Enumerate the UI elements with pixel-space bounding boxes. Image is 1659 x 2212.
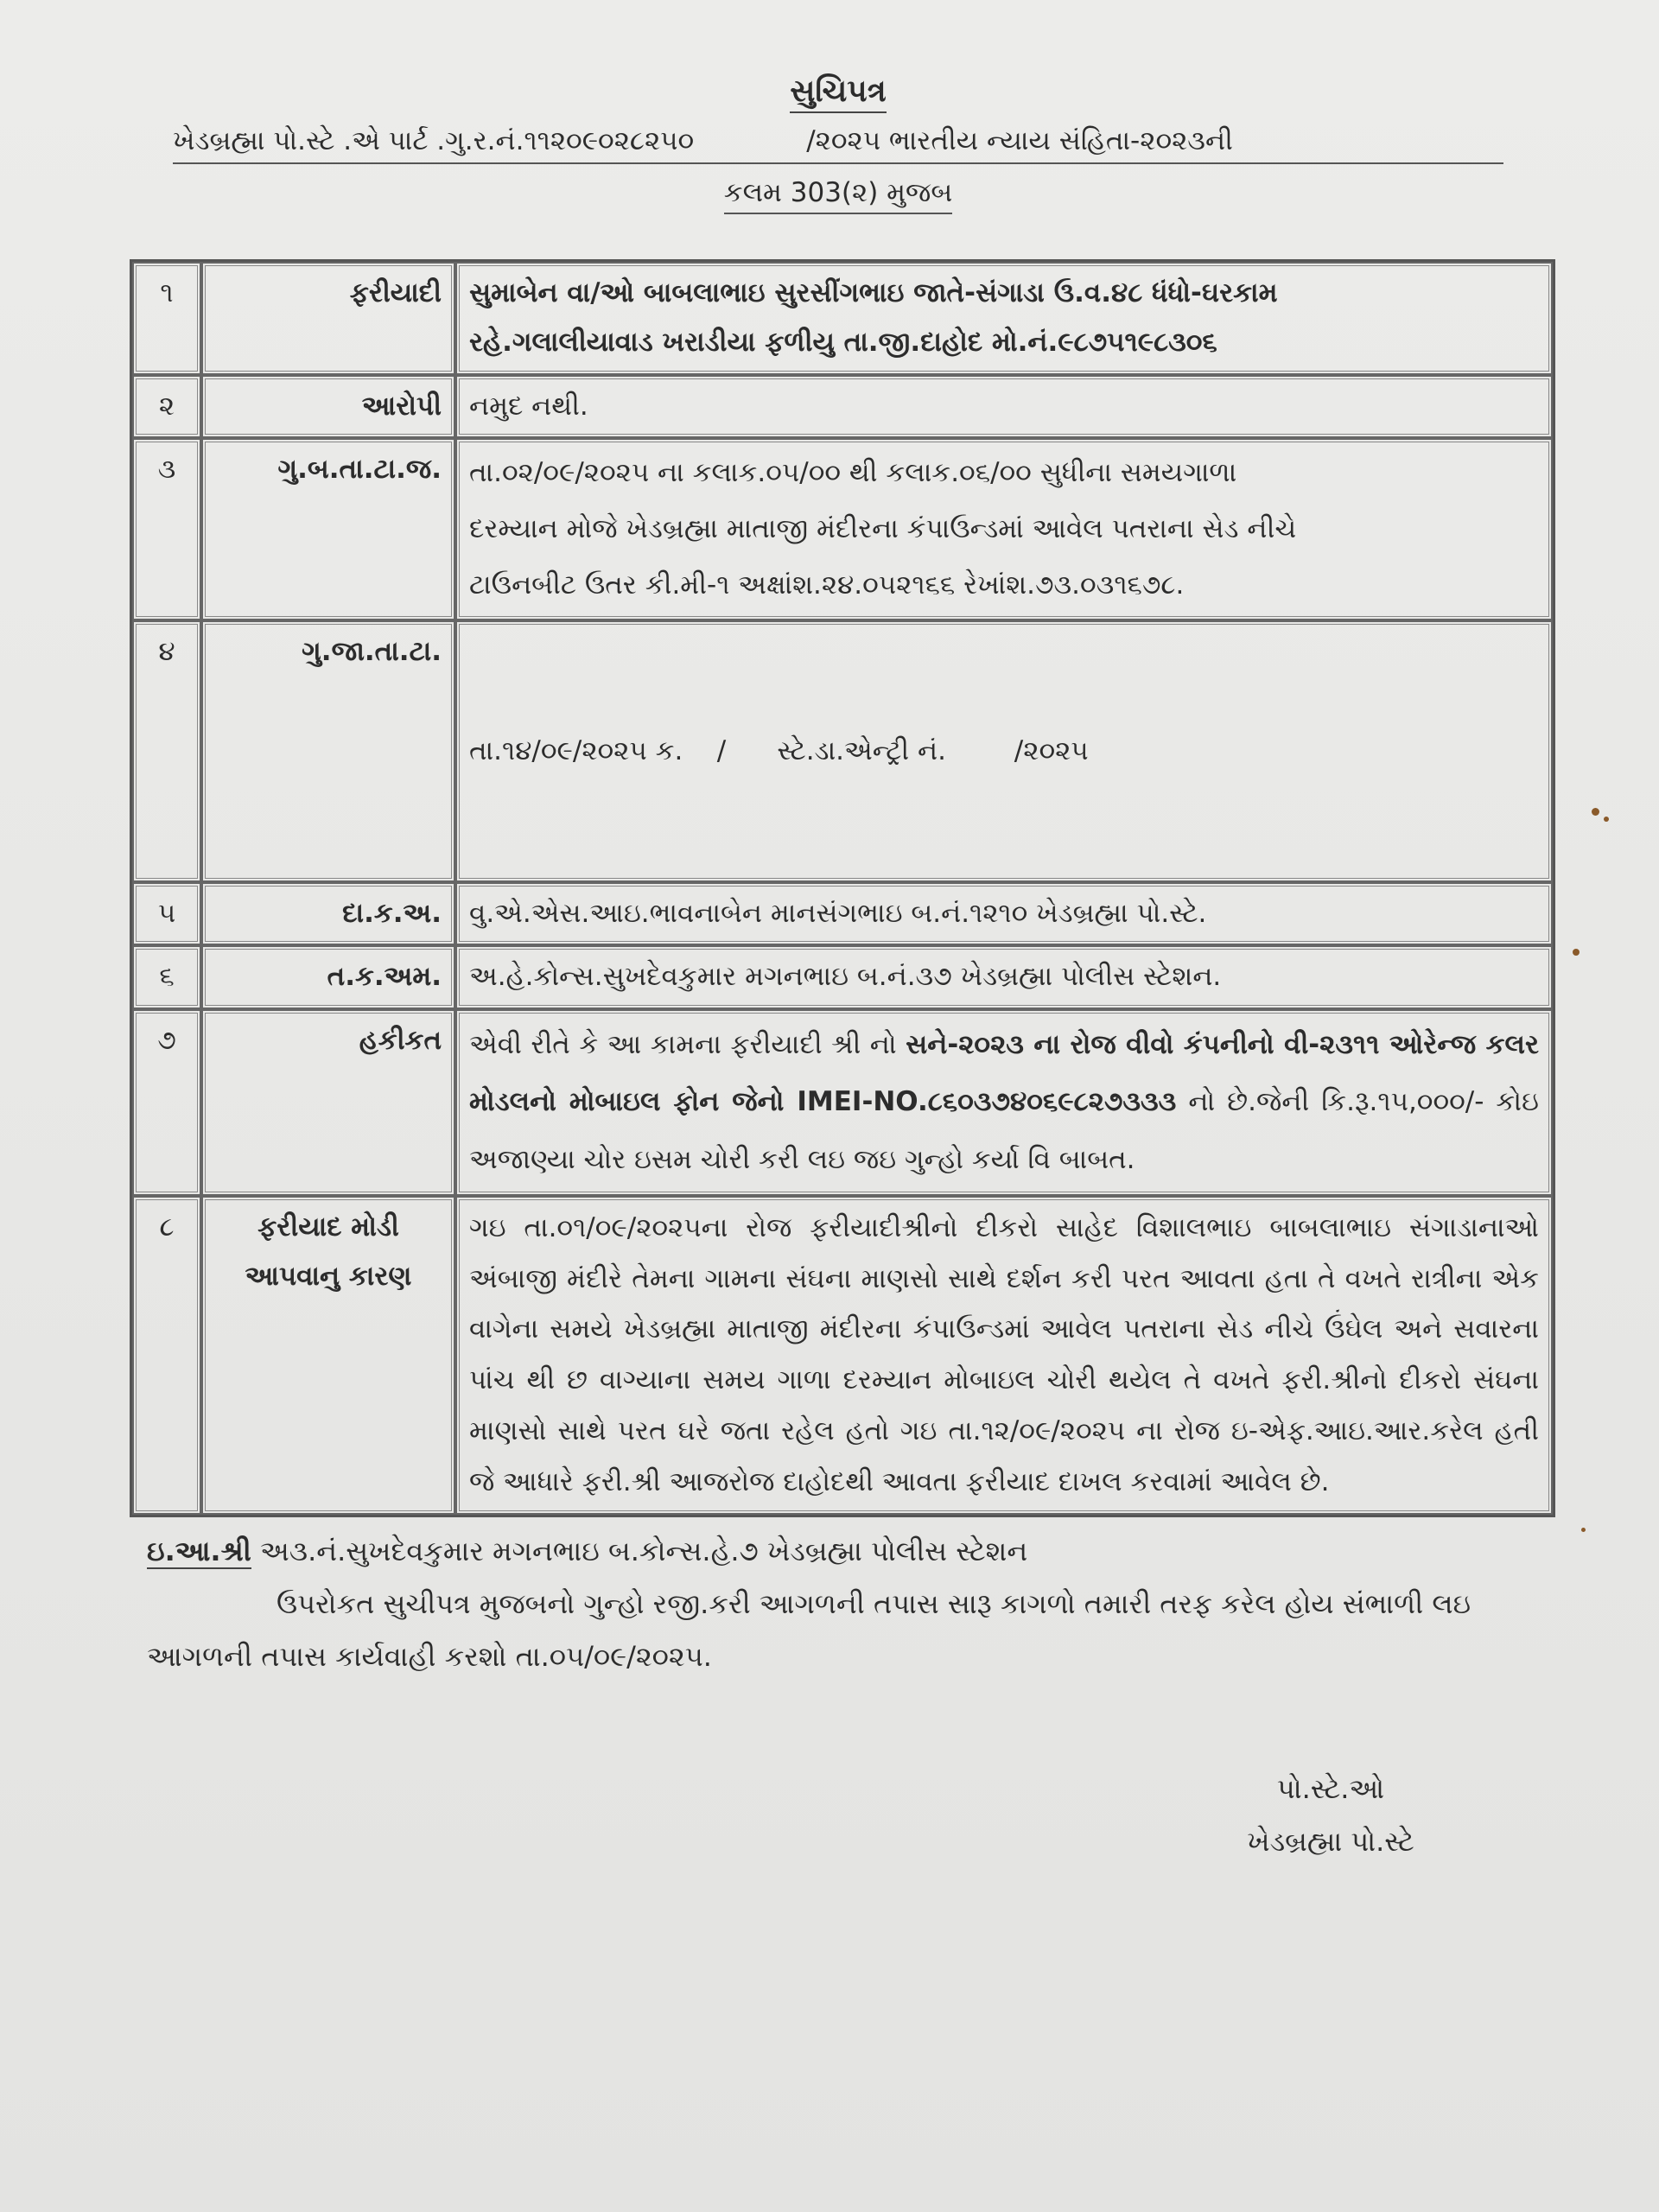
ink-speck <box>1592 808 1599 816</box>
row-value: એવી રીતે કે આ કામના ફરીયાદી શ્રી નો સને-૨૦૨૩ ના રોજ વીવો કંપનીનો વી-૨૩૧૧ ઓરેન્જ કલર મોડલનો મોબાઇલ ફોન જેનો IMEI-NO.૮૬૦૩૭૪૦૬૯૮૨૭૩૩૩ નો છે.જેની કિ.રૂ.૧૫,૦૦૦/- કોઇ અજાણ્યા ચોર ઇસમ ચોરી કરી લઇ જઇ ગુન્હો કર્યા વિ બાબત. <box>455 1009 1553 1196</box>
table-row-accused <box>132 375 1553 438</box>
row-number: ૮ <box>132 1196 201 1515</box>
ink-speck <box>1581 1528 1586 1532</box>
row-number: ૭ <box>132 1009 201 1196</box>
ink-speck <box>1604 817 1609 822</box>
table-row-report-time <box>132 620 1553 882</box>
row-label: ફરીયાદી <box>201 262 455 375</box>
row-number: ૩ <box>132 438 201 620</box>
row-number: ૬ <box>132 945 201 1008</box>
row-label: ફરીયાદ મોડી આપવાનુ કારણ <box>201 1196 455 1515</box>
row-number: ૧ <box>132 262 201 375</box>
assignment-officer: અ૩.નં.સુખદેવકુમાર મગનભાઇ બ.કોન્સ.હે.૭ ખેડબ્રહ્મા પોલીસ સ્ટેશન <box>251 1535 1028 1567</box>
row-label: ગુ.જા.તા.ટા. <box>201 620 455 882</box>
row-value: વુ.એ.એસ.આઇ.ભાવનાબેન માનસંગભાઇ બ.નં.૧૨૧૦ ખેડબ્રહ્મા પો.સ્ટે. <box>455 882 1553 945</box>
table-row-complainant <box>132 262 1553 375</box>
row-value: અ.હે.કોન્સ.સુખદેવકુમાર મગનભાઇ બ.નં.૩૭ ખેડબ્રહ્મા પોલીસ સ્ટેશન. <box>455 945 1553 1008</box>
row-label: ત.ક.અમ. <box>201 945 455 1008</box>
row-value: તા.૧૪/૦૯/૨૦૨૫ ક. / સ્ટે.ડા.એન્ટ્રી નં. /૨૦૨૫ <box>455 620 1553 882</box>
row-label: આરોપી <box>201 375 455 438</box>
case-number-line <box>173 125 1503 164</box>
signature-line-2: ખેડબ્રહ્મા પો.સ્ટે <box>1247 1824 1414 1858</box>
signature-block <box>1192 1763 1469 1868</box>
ink-speck <box>1573 949 1580 956</box>
table-row-registering-officer <box>132 882 1553 945</box>
row-label: ગુ.બ.તા.ટા.જ. <box>201 438 455 620</box>
table-row-investigating-officer <box>132 945 1553 1008</box>
signature-line-1: પો.સ્ટે.ઓ <box>1276 1772 1385 1805</box>
row-value: નમુદ નથી. <box>455 375 1553 438</box>
row-value: તા.૦૨/૦૯/૨૦૨૫ ના કલાક.૦૫/૦૦ થી કલાક.૦૬/૦૦ સુધીના સમયગાળા દરમ્યાન મોજે ખેડબ્રહ્મા માતાજી મંદીરના કંપાઉન્ડમાં આવેલ પતરાના સેડ નીચે ટાઉનબીટ ઉતર કી.મી-૧ અક્ષાંશ.૨૪.૦૫૨૧૬૬ રેખાંશ.૭૩.૦૩૧૬૭૮. <box>455 438 1553 620</box>
row-value: ગઇ તા.૦૧/૦૯/૨૦૨૫ના રોજ ફરીયાદીશ્રીનો દીકરો સાહેદ વિશાલભાઇ બાબલાભાઇ સંગાડાનાઓ અંબાજી મંદીરે તેમના ગામના સંઘના માણસો સાથે દર્શન કરી પરત આવતા હતા તે વખતે રાત્રીના એક વાગેના સમયે ખેડબ્રહ્મા માતાજી મંદીરના કંપાઉન્ડમાં આવેલ પતરાના સેડ નીચે ઉંઘેલ અને સવારના પાંચ થી છ વાગ્યાના સમય ગાળા દરમ્યાન મોબાઇલ ચોરી થયેલ તે વખતે ફરી.શ્રીનો દીકરો સંઘના માણસો સાથે પરત ઘરે જતા રહેલ હતો ગઇ તા.૧૨/૦૯/૨૦૨૫ ના રોજ ઇ-એફ.આઇ.આર.કરેલ હતી જે આધારે ફરી.શ્રી આજરોજ દાહોદથી આવતા ફરીયાદ દાખલ કરવામાં આવેલ છે. <box>455 1196 1553 1515</box>
table-row-incident-time-place <box>132 438 1553 620</box>
table-row-delay-reason <box>132 1196 1553 1515</box>
row-value: સુમાબેન વા/ઓ બાબલાભાઇ સુરસીંગભાઇ જાતે-સંગાડા ઉ.વ.૪૮ ધંધો-ઘરકામ રહે.ગલાલીયાવાડ ખરાડીયા ફળીયુ તા.જી.દાહોદ મો.નં.૯૮૭૫૧૯૮૩૦૬ <box>455 262 1553 375</box>
fir-details-table <box>130 259 1555 1517</box>
document-title: સુચિપત્ર <box>156 73 1521 110</box>
row-number: ૪ <box>132 620 201 882</box>
case-number-left: ખેડબ્રહ્મા પો.સ્ટે .એ પાર્ટ .ગુ.ર.નં.૧૧૨૦૯૦૨૮૨૫૦ <box>173 125 695 156</box>
row-number: ૨ <box>132 375 201 438</box>
case-number-right: /૨૦૨૫ ભારતીય ન્યાય સંહિતા-૨૦૨૩ની <box>806 125 1233 156</box>
assignment-note <box>147 1525 1529 1682</box>
table-row-facts <box>132 1009 1553 1196</box>
row-label: દા.ક.અ. <box>201 882 455 945</box>
assignment-body: ઉપરોકત સુચીપત્ર મુજબનો ગુન્હો રજી.કરી આગળની તપાસ સારૂ કાગળો તમારી તરફ કરેલ હોય સંભાળી લઇ આગળની તપાસ કાર્યવાહી કરશો તા.૦૫/૦૯/૨૦૨૫. <box>147 1586 1471 1673</box>
row-label: હકીકત <box>201 1009 455 1196</box>
row-number: ૫ <box>132 882 201 945</box>
section-line: કલમ 303(૨) મુજબ <box>156 177 1521 209</box>
assignment-prefix: ઇ.આ.શ્રી <box>147 1535 251 1567</box>
